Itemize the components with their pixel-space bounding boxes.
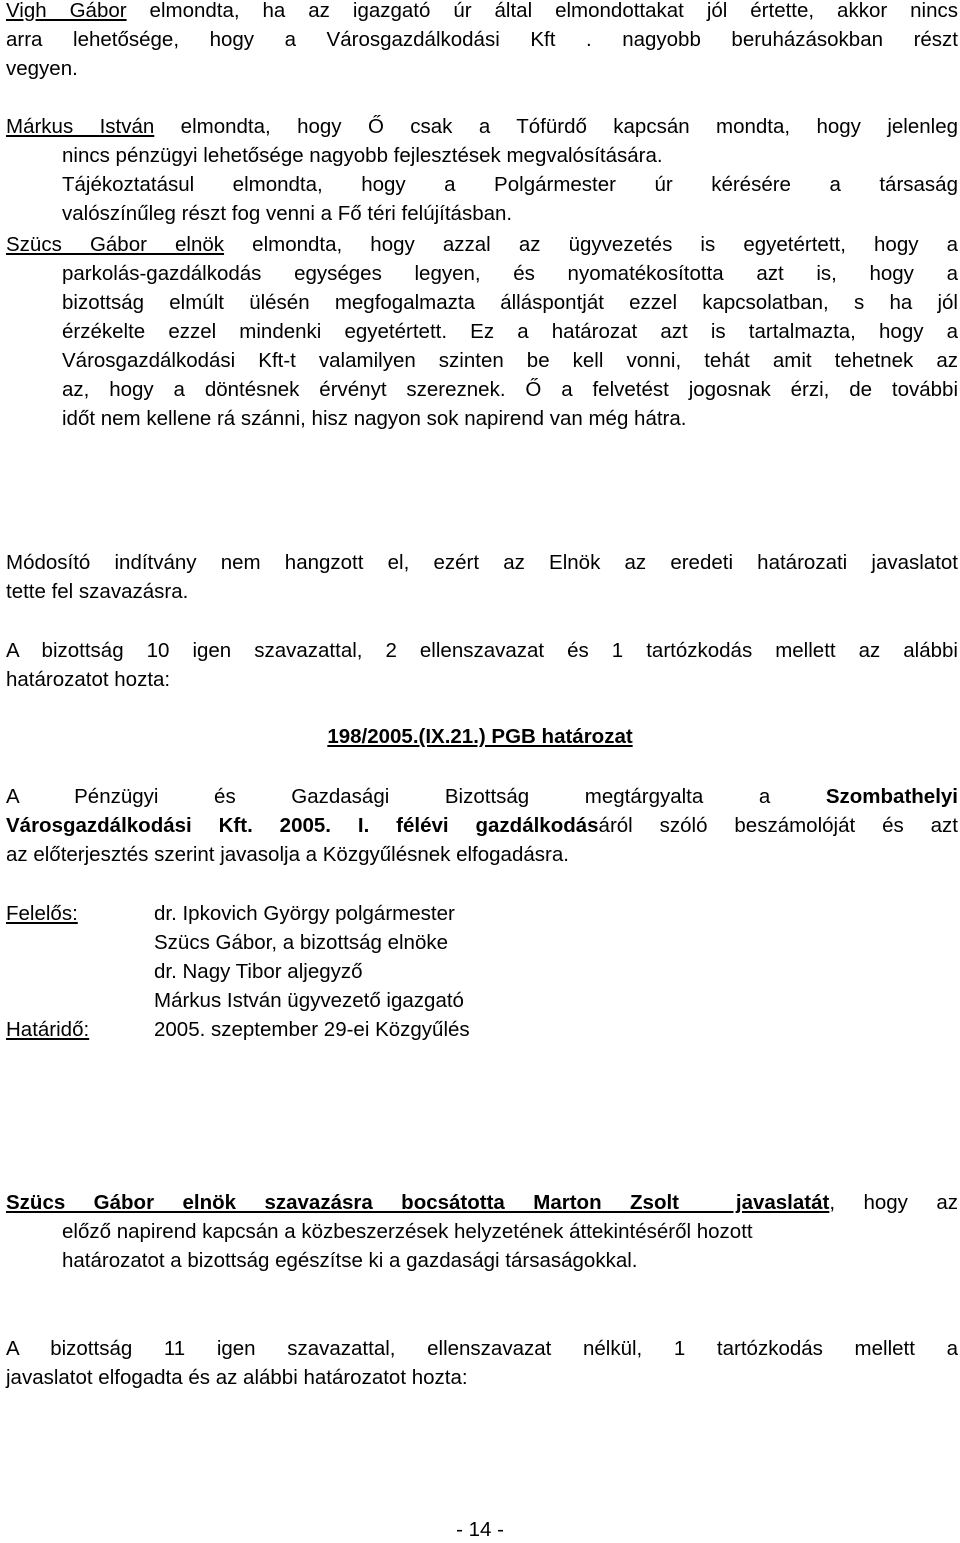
text-line: időt nem kellene rá szánni, hisz nagyon sok napirend van még hátra. [62, 407, 687, 430]
paragraph-vote-1 [6, 636, 958, 694]
responsible-label [6, 899, 78, 928]
text-line: Tájékoztatásul elmondta, hogy a Polgármester úr kérésére a társaság [62, 173, 958, 196]
paragraph-resolution [6, 782, 958, 869]
text-line: Módosító indítvány nem hangzott el, ezért az Elnök az eredeti határozati javaslatot [6, 551, 958, 574]
company-name: Városgazdálkodási Kft. 2005. I. félévi gazdálkodás [6, 814, 599, 837]
text-line: előző napirend kapcsán a közbeszerzések helyzetének áttekintéséről hozott [62, 1220, 753, 1243]
text-line: , hogy az [829, 1191, 958, 1214]
responsible-label-text: Felelős: [6, 902, 78, 925]
text-line: A Pénzügyi és Gazdasági Bizottság megtárgyalta a [6, 785, 826, 808]
paragraph-proposal-cont [62, 1217, 958, 1275]
text-line: arra lehetősége, hogy a Városgazdálkodási Kft . nagyobb beruházásokban részt [6, 28, 958, 51]
proposal-heading: Szücs Gábor elnök szavazásra bocsátotta Marton Zsolt javaslatát [6, 1191, 830, 1214]
speaker-name: Vigh Gábor [6, 0, 127, 22]
text-line: határozatot hozta: [6, 668, 171, 691]
responsible-name: dr. Ipkovich György polgármester [154, 902, 455, 925]
deadline-label-text: Határidő: [6, 1018, 90, 1041]
text-line: A bizottság 10 igen szavazattal, 2 ellenszavazat és 1 tartózkodás mellett az alábbi [6, 639, 958, 662]
text-line: tette fel szavazásra. [6, 580, 189, 603]
resolution-title: 198/2005.(IX.21.) PGB határozat [327, 725, 633, 748]
text-line: elmondta, ha az igazgató úr által elmondottakat jól értette, akkor nincs [126, 0, 958, 22]
text-line: parkolás-gazdálkodás egységes legyen, és nyomatékosította azt is, hogy a [62, 262, 958, 285]
paragraph-vigh [6, 0, 958, 83]
paragraph-amendment [6, 548, 958, 606]
speaker-name: Márkus István [6, 115, 155, 138]
paragraph-proposal [6, 1188, 958, 1217]
deadline-label [6, 1015, 89, 1044]
paragraph-markus-cont [62, 141, 958, 228]
text-line: az, hogy a döntésnek érvényt szereznek. Ő a felvetést jogosnak érzi, de további [62, 378, 958, 401]
text-line: elmondta, hogy Ő csak a Tófürdő kapcsán mondta, hogy jelenleg [154, 115, 958, 138]
responsible-name: Márkus István ügyvezető igazgató [154, 989, 464, 1012]
text-line: A bizottság 11 igen szavazattal, ellenszavazat nélkül, 1 tartózkodás mellett a [6, 1337, 958, 1360]
text-line: érzékelte ezzel mindenki egyetértett. Ez a határozat azt is tartalmazta, hogy a [62, 320, 958, 343]
text-line: javaslatot elfogadta és az alábbi határozatot hozta: [6, 1366, 468, 1389]
text-line: nincs pénzügyi lehetősége nagyobb fejlesztések megvalósítására. [62, 144, 663, 167]
text-line: bizottság elmúlt ülésén megfogalmazta álláspontját ezzel kapcsolatban, s ha jól [62, 291, 958, 314]
speaker-name: Szücs Gábor elnök [6, 233, 225, 256]
responsible-name: dr. Nagy Tibor aljegyző [154, 960, 363, 983]
responsible-name: Szücs Gábor, a bizottság elnöke [154, 931, 449, 954]
text-line: Városgazdálkodási Kft-t valamilyen szinten be kell vonni, tehát amit tehetnek az [62, 349, 958, 372]
text-line: áról szóló beszámolóját és azt [598, 814, 958, 837]
paragraph-vote-2 [6, 1334, 958, 1392]
text-line: az előterjesztés szerint javasolja a Közgyűlésnek elfogadásra. [6, 843, 569, 866]
text-line: elmondta, hogy azzal az ügyvezetés is egyetértett, hogy a [224, 233, 958, 256]
paragraph-szucs-cont [62, 259, 958, 433]
paragraph-markus [6, 112, 958, 141]
paragraph-szucs [6, 230, 958, 259]
text-line: vegyen. [6, 57, 78, 80]
responsible-list [154, 899, 470, 1044]
text-line: határozatot a bizottság egészítse ki a gazdasági társaságokkal. [62, 1249, 638, 1272]
deadline-value: 2005. szeptember 29-ei Közgyűlés [154, 1018, 470, 1041]
page-number: - 14 - [456, 1518, 504, 1541]
company-name: Szombathelyi [825, 785, 958, 808]
text-line: valószínűleg részt fog venni a Fő téri felújításban. [62, 202, 513, 225]
